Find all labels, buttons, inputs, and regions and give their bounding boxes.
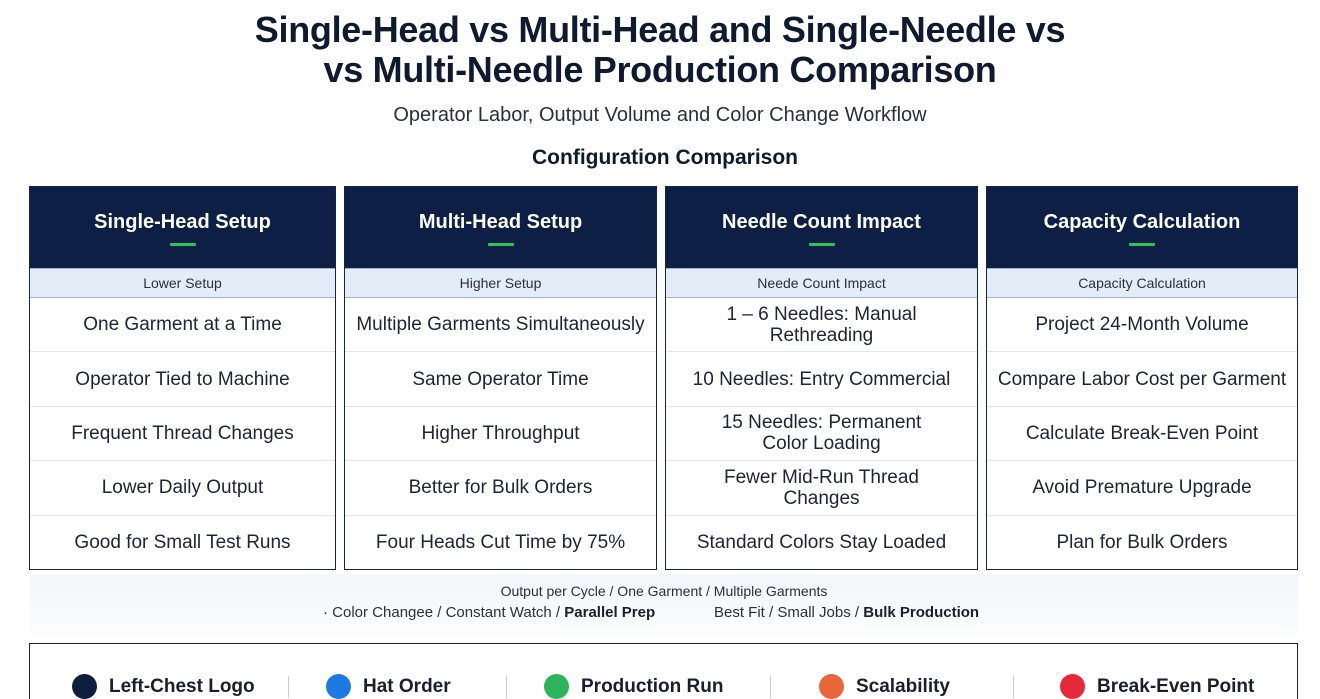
legend-item xyxy=(72,674,255,699)
accent-bar xyxy=(488,243,514,246)
summary-text: · Color Changee / xyxy=(323,604,446,621)
accent-bar xyxy=(170,243,196,246)
list-item: Calculate Break-Even Point xyxy=(987,407,1297,461)
list-item: 10 Needles: Entry Commercial xyxy=(666,352,977,406)
legend-label: Production Run xyxy=(581,675,724,697)
legend-item xyxy=(819,674,950,699)
list-item: Avoid Premature Upgrade xyxy=(987,461,1297,515)
legend-dot-blue xyxy=(326,674,351,699)
legend-label: Scalability xyxy=(856,675,950,697)
accent-bar xyxy=(1129,243,1155,246)
column-title: Capacity Calculation xyxy=(1043,211,1241,233)
column-subheader: Higher Setup xyxy=(345,268,656,298)
legend-dot-green xyxy=(544,674,569,699)
legend-divider xyxy=(288,676,289,698)
list-item: Standard Colors Stay Loaded xyxy=(696,532,947,554)
list-item: Compare Labor Cost per Garment xyxy=(987,352,1297,406)
summary-band xyxy=(30,574,1298,634)
column-title: Multi-Head Setup xyxy=(418,211,583,233)
page-title xyxy=(0,10,1320,90)
summary-best-fit xyxy=(714,604,979,621)
column-needle-count xyxy=(665,186,978,570)
summary-text-bold: Parallel Prep xyxy=(564,604,656,621)
page-subtitle: Operator Labor, Output Volume and Color Change Workflow xyxy=(393,104,927,126)
title-line-1: Single-Head vs Multi-Head and Single-Needle vs xyxy=(254,9,1066,50)
column-multi-head xyxy=(344,186,657,570)
list-item: Fewer Mid-Run Thread Changes xyxy=(666,461,977,515)
legend-label: Hat Order xyxy=(363,675,451,697)
list-item: Plan for Bulk Orders xyxy=(1056,532,1228,554)
column-subheader: Lower Setup xyxy=(30,268,335,298)
list-item: 1 – 6 Needles: Manual Rethreading xyxy=(666,298,977,352)
summary-line-1: Output per Cycle / One Garment / Multiple Garments xyxy=(500,583,828,599)
legend-label: Left-Chest Logo xyxy=(109,675,255,697)
list-item: One Garment at a Time xyxy=(30,298,335,352)
legend-divider xyxy=(506,676,507,698)
list-item: Lower Daily Output xyxy=(30,461,335,515)
legend xyxy=(29,643,1298,699)
legend-item xyxy=(1060,674,1254,699)
legend-divider xyxy=(770,676,771,698)
legend-item xyxy=(544,674,723,699)
summary-text: / xyxy=(551,604,565,621)
list-item: Multiple Garments Simultaneously xyxy=(345,298,656,352)
legend-divider xyxy=(1013,676,1014,698)
column-title: Single-Head Setup xyxy=(94,211,271,233)
column-subheader: Neede Count Impact xyxy=(666,268,977,298)
summary-text: / xyxy=(850,604,864,621)
list-item: Good for Small Test Runs xyxy=(74,532,291,554)
list-item: Four Heads Cut Time by 75% xyxy=(375,532,626,554)
summary-text: Constant Watch xyxy=(445,604,552,621)
list-item: Higher Throughput xyxy=(345,407,656,461)
list-item: Frequent Thread Changes xyxy=(30,407,335,461)
summary-text-bold: Bulk Production xyxy=(863,604,980,621)
legend-dot-orange xyxy=(819,674,844,699)
list-item: Project 24-Month Volume xyxy=(987,298,1297,352)
column-title: Needle Count Impact xyxy=(722,211,921,233)
title-line-2: vs Multi-Needle Production Comparison xyxy=(323,49,997,90)
column-header xyxy=(30,187,335,268)
column-header xyxy=(345,187,656,268)
accent-bar xyxy=(809,243,835,246)
column-subheader: Capacity Calculation xyxy=(987,268,1297,298)
column-single-head xyxy=(29,186,336,570)
list-item: Better for Bulk Orders xyxy=(345,461,656,515)
list-item: Operator Tied to Machine xyxy=(30,352,335,406)
legend-item xyxy=(326,674,451,699)
summary-text: Small Jobs xyxy=(777,604,851,621)
column-header xyxy=(666,187,977,268)
legend-dot-red xyxy=(1060,674,1085,699)
column-capacity xyxy=(986,186,1298,570)
summary-text: Best Fit / xyxy=(714,604,778,621)
column-header xyxy=(987,187,1297,268)
summary-color-change xyxy=(323,604,655,621)
legend-label: Break-Even Point xyxy=(1097,675,1255,697)
list-item: Same Operator Time xyxy=(345,352,656,406)
legend-dot-navy xyxy=(72,674,97,699)
list-item: 15 Needles: Permanent Color Loading xyxy=(666,407,977,461)
section-title: Configuration Comparison xyxy=(532,146,798,169)
